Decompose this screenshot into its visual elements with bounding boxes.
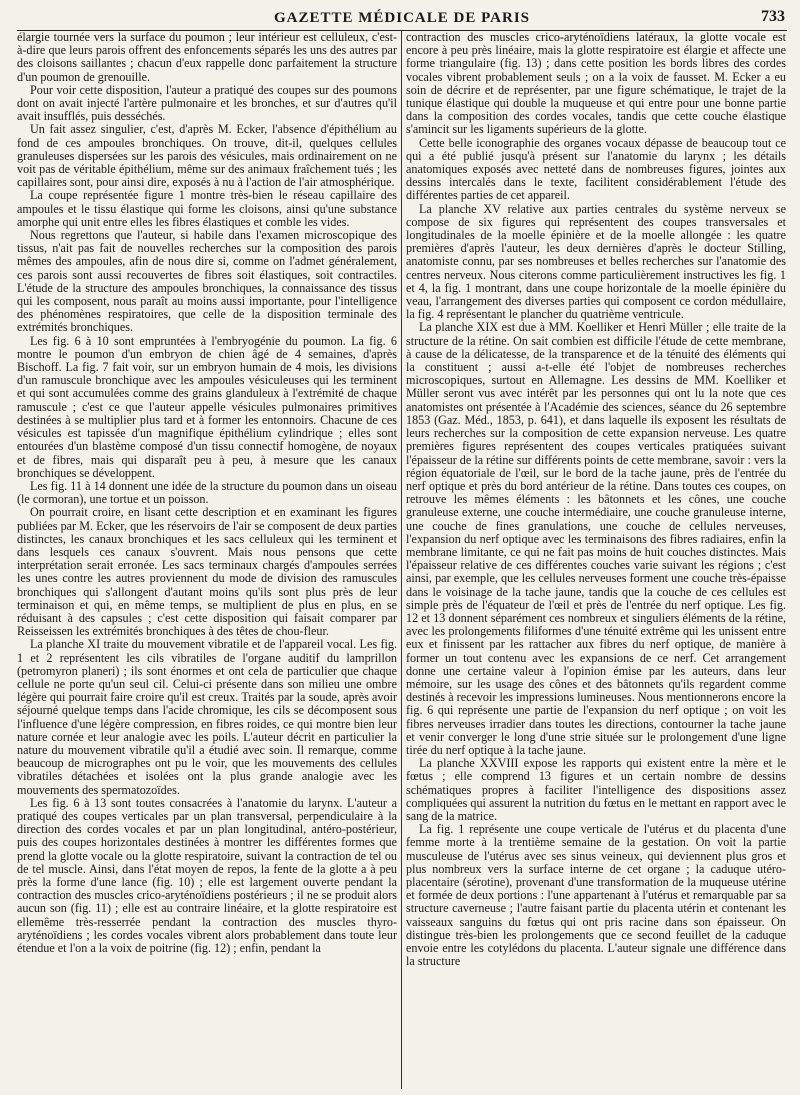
paragraph: La planche XV relative aux parties centrales du système nerveux se compose de six figures qui représentent des coupes transversales et longitudinales de la moelle épinière et de la moelle allongée : les quatre premières d'après l'auteur, les deux dernières d'après le docteur Stilling, anatomiste connu, par ses nombreuses et belles recherches sur l'anatomie des centres nerveux. Nous citerons comme particulièrement instructives les fig. 1 et 4, la fig. 1 montrant, dans une coupe horizontale de la moelle épinière du veau, l'arrangement des diverses parties qui composent ce cordon médullaire, la fig. 4 représentant le plancher du quatrième ventricule. xyxy=(406,201,786,322)
paragraph: La planche XXVIII expose les rapports qui existent entre la mère et le fœtus ; elle comprend 13 figures et un certain nombre de dessins schématiques propres à faciliter l'intelligence des dispositions assez compliquées qui assurent la nutrition du fœtus en le mettant en rapport avec le sang de la matrice. xyxy=(406,756,786,823)
paragraph: On pourrait croire, en lisant cette description et en examinant les figures publiées par M. Ecker, que les réservoirs de l'air se composent de deux parties distinctes, les canaux bronchiques et les sacs celluleux qui les terminent et dans lesquels ces canaux s'ouvrent. Mais nous pensons que cette interprétation serait erronée. Les sacs terminaux chargés d'ampoules serrées les unes contre les autres proviennent du mode de division des ramuscules bronchiques qui s'allongent d'autant moins qu'ils sont plus près de leur terminaison et qui, en même temps, se multiplient de plus en plus, en se réduisant à des capsules ; c'est cette disposition qui faisait comparer par Reisseissen les extrémités bronchiques à des têtes de chou-fleur. xyxy=(17,505,397,639)
left-column xyxy=(17,31,397,1089)
paragraph: élargie tournée vers la surface du poumon ; leur intérieur est celluleux, c'est-à-dire que leurs parois offrent des enfoncements séparés les uns des autres par des cloisons saillantes ; chacun d'eux rappelle donc parfaitement la structure d'un poumon de grenouille. xyxy=(17,31,397,84)
masthead xyxy=(17,8,787,30)
paragraph: Pour voir cette disposition, l'auteur a pratiqué des coupes sur des poumons dont on avait injecté l'artère pulmonaire et les bronches, et sur d'autres qu'il avait insufflés, puis desséchés. xyxy=(17,82,397,124)
right-column xyxy=(406,31,786,1089)
paragraph: Les fig. 6 à 13 sont toutes consacrées à l'anatomie du larynx. L'auteur a pratiqué des coupes verticales par un plan transversal, perpendiculaire à la direction des cordes vocales et par un plan longitudinal, antéro-postérieur, puis des coupes horizontales destinées à montrer les différentes formes que prend la glotte vocale ou la glotte respiratoire, suivant la contraction de tel ou de tel muscle. Ainsi, dans l'état moyen de repos, la fente de la glotte a à peu près la forme d'une lance (fig. 10) ; elle est largement ouverte pendant la contraction des muscles crico-aryténoïdiens postérieurs ; il ne se produit alors aucun son (fig. 11) ; elle est au contraire linéaire, et la glotte respiratoire est ellemême très-resserrée pendant la contraction des muscles thyro-aryténoïdiens ; les cordes vocales vibrent alors probablement dans toute leur étendue et l'on a la voix de poitrine (fig. 12) ; enfin, pendant la xyxy=(17,795,397,956)
paragraph: Les fig. 11 à 14 donnent une idée de la structure du poumon dans un oiseau (le cormoran), une tortue et un poisson. xyxy=(17,478,397,507)
page-number: 733 xyxy=(761,8,785,25)
journal-title: GAZETTE MÉDICALE DE PARIS xyxy=(273,10,530,26)
paragraph: Cette belle iconographie des organes vocaux dépasse de beaucoup tout ce qui a été publié jusqu'à présent sur l'anatomie du larynx ; les détails anatomiques exposés avec netteté dans de nombreuses figures, jointes aux dessins intercalés dans le texte, facilitent considérablement l'étude des différentes parties de cet appareil. xyxy=(406,135,786,203)
paragraph: La planche XI traite du mouvement vibratile et de l'appareil vocal. Les fig. 1 et 2 représentent les cils vibratiles de l'organe auditif du lamprillon (petromyron planeri) ; ils sont énormes et ont cela de particulier que chaque cellule ne porte qu'un seul cil. Celui-ci présente dans son milieu une ombre légère qui pourrait faire croire qu'il est creux. Traités par la soude, après avoir séjourné quelque temps dans l'acide chromique, les cils se décomposent sous l'influence d'une légère compression, en fibres roides, ce qui montre bien leur nature cornée et leur analogie avec les poils. L'auteur décrit en particulier la nature du mouvement vibratile qu'il a étudié avec soin. Il remarque, comme beaucoup de micrographes ont pu le voir, que les mouvements des cellules vibratiles détachées et isolées ont la plus grande analogie avec les mouvements des spermatozoïdes. xyxy=(17,637,397,797)
paragraph: Un fait assez singulier, c'est, d'après M. Ecker, l'absence d'épithélium au fond de ces ampoules bronchiques. On trouve, dit-il, quelques cellules granuleuses dispersées sur les parois des vésicules, mais ordinairement on ne voit pas de véritable épithélium, même sur des animaux fraîchement tués ; les capillaires sont, pour ainsi dire, exposés à nu à l'action de l'air atmosphérique. xyxy=(17,122,397,190)
paragraph: La planche XIX est due à MM. Koelliker et Henri Müller ; elle traite de la structure de la rétine. On sait combien est difficile l'étude de cette membrane, à cause de la délicatesse, de la transparence et de la ténuité des éléments qui la constituent ; aussi a-t-elle été l'objet de nombreuses recherches microscopiques, surtout en Allemagne. Les dessins de MM. Koelliker et Müller seront vus avec intérêt par les personnes qui ont lu la note que ces anatomistes ont présentée à l'Académie des sciences, séance du 26 septembre 1853 (Gaz. Méd., 1853, p. 641), et dans laquelle ils exposent les résultats de leurs recherches sur la composition de cette expansion nerveuse. Les quatre premières figures représentent des coupes verticales pratiquées suivant l'épaisseur de la rétine sur différents points de cette membrane, savoir : vers la région équatoriale de l'œil, sur le bord de la tache jaune, près de l'entrée du nerf optique et près du bord antérieur de la rétine. Dans toutes ces coupes, on retrouve les mêmes éléments : les bâtonnets et les cônes, une couche granuleuse externe, une couche intermédiaire, une couche granuleuse interne, une couche de fines granulations, une couche de cellules nerveuses, l'expansion du nerf optique avec les terminaisons des fibres radiaires, enfin la membrane limitante, ce qui ne fait pas moins de huit couches distinctes. Mais l'épaisseur relative de ces différentes couches varie suivant les régions ; c'est ainsi, par exemple, que les cellules nerveuses forment une couche très-épaisse dans le voisinage de la tache jaune, tandis que la couche de ces cellules est simple près de l'équateur de l'œil et près de l'entrée du nerf optique. Les fig. 12 et 13 donnent séparément ces nombreux et singuliers éléments de la rétine, avec les prolongements filiformes d'une ténuité extrême qui les unissent entre eux et finissent par les rattacher aux fibres du nerf optique, de manière à former un tout contenu avec les expansions de ce nerf. Cet arrangement donne une certaine valeur à l'opinion émise par les auteurs, dans leur mémoire, sur les usage des cônes et des bâtonnets qu'ils regardent comme destinés à recevoir les impressions lumineuses. Nous mentionnerons encore la fig. 6 qui représente une partie de l'expansion du nerf optique ; on voit les fibres nerveuses irradier dans toutes les directions, contourner la tache jaune et venir converger le long d'une strie située sur le prolongement d'une ligne tirée du nerf optique à la tache jaune. xyxy=(406,320,786,757)
column-divider xyxy=(401,31,402,1089)
text-columns xyxy=(17,31,787,1089)
paragraph: Nous regrettons que l'auteur, si habile dans l'examen microscopique des tissus, n'ait pas fait de nouvelles recherches sur la composition des parois mêmes des ampoules, afin de nous dire si, comme on l'admet généralement, ces parois sont aussi recouvertes de fibres soit élastiques, soit contractiles. L'étude de la structure des ampoules bronchiques, la connaissance des tissus qui les composent, nous paraît au moins aussi importante, pour l'intelligence des phénomènes respiratoires, que celle de la disposition terminale des extrémités bronchiques. xyxy=(17,228,397,335)
paragraph: La fig. 1 représente une coupe verticale de l'utérus et du placenta d'une femme morte à la trentième semaine de la gestation. On voit la partie musculeuse de l'utérus avec ses sinus veineux, qui deviennent plus gros et plus nombreux vers la surface interne de cet organe ; la caduque utéro-placentaire (sérotine), provenant d'une transformation de la muqueuse utérine et formée de deux portions : l'une appartenant à l'utérus et remarquable par sa structure caverneuse ; l'autre faisant partie du placenta utérin et contenant les vaisseaux sanguins du fœtus qui ont pris racine dans son épaisseur. On distingue très-bien les prolongements que ce second feuillet de la caduque envoie entre les cotylédons du placenta. L'auteur signale une différence dans la structure xyxy=(406,822,786,969)
paragraph: La coupe représentée figure 1 montre très-bien le réseau capillaire des ampoules et le tissu élastique qui forme les cloisons, ainsi qu'une substance amorphe qui unit entre elles les fibres élastiques et comble les vides. xyxy=(17,188,397,229)
paragraph: Les fig. 6 à 10 sont empruntées à l'embryogénie du poumon. La fig. 6 montre le poumon d'un embryon de chien âgé de 4 semaines, d'après Bischoff. La fig. 7 fait voir, sur un embryon humain de 4 mois, les divisions d'un ramuscule bronchique avec les ampoules vésiculeuses qui les terminent et qui sont accumulées comme des grains glanduleux à l'extrémité de chaque ramuscule ; c'est ce que l'auteur appelle vésicules pulmonaires primitives destinées à se multiplier plus tard et à former les entonnoirs. Chacune de ces vésicules est tapissée d'un magnifique épithélium cylindrique ; elles sont entourées d'un blastème composé d'un tissu connectif homogène, de noyaux et de fibres, mais qui disparaît peu à peu, à mesure que les canaux bronchiques se développent. xyxy=(17,333,397,480)
paragraph: contraction des muscles crico-aryténoïdiens latéraux, la glotte vocale est encore à peu près linéaire, mais la glotte respiratoire est élargie et affecte une forme triangulaire (fig. 13) ; dans cette position les bords libres des cordes vocales vibrent probablement seuls ; on a la voix de fausset. M. Ecker a eu soin de décrire et de représenter, par une figure schématique, le trajet de la tunique élastique qui double la muqueuse et qui entre pour une bonne partie dans la composition des cordes vocales, tandis que cette couche élastique s'amincit sur les ligaments supérieurs de la glotte. xyxy=(406,31,786,137)
